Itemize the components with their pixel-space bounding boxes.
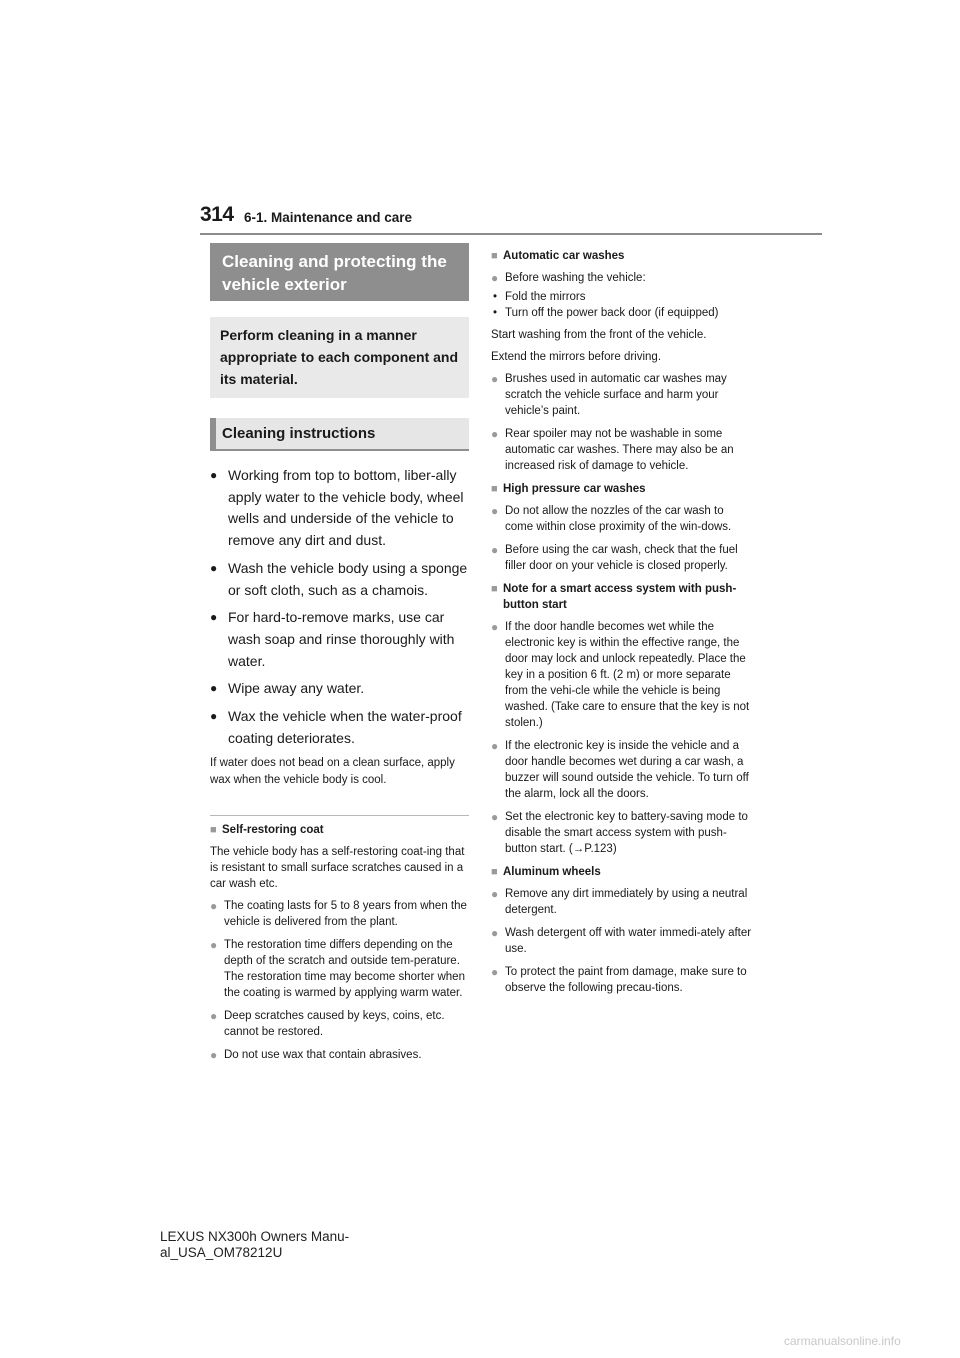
list-item: ● Before washing the vehicle: — [491, 271, 646, 285]
left-column — [210, 243, 469, 1070]
circle-bullet-icon: ● — [210, 899, 218, 914]
list-item: ● Wipe away any water. — [210, 678, 469, 700]
list-item: ● Wash the vehicle body using a sponge or soft cloth, such as a chamois. — [210, 559, 468, 598]
square-bullet-icon: ■ — [491, 583, 498, 595]
list-item: ● The coating lasts for 5 to 8 years from when the vehicle is delivered from the plant. — [210, 899, 467, 929]
divider — [210, 815, 469, 816]
square-bullet-icon: ■ — [210, 824, 217, 837]
list-item: ● To protect the paint from damage, make sure to observe the following precau-tions. — [491, 965, 747, 994]
circle-bullet-icon: ● — [491, 887, 499, 901]
right-column — [491, 244, 753, 1003]
paragraph: Start washing from the front of the vehicle. — [491, 329, 707, 341]
list-item: ● If the electronic key is inside the vehicle and a door handle becomes wet during a car wash, a buzzer will sound outside the vehicle. To turn off the alarm, lock all the doors. — [491, 739, 749, 800]
circle-bullet-icon: ● — [491, 739, 499, 753]
heading-aluminum-wheels: ■ Aluminum wheels — [491, 866, 601, 878]
circle-bullet-icon: ● — [491, 926, 499, 940]
bullet-icon: ● — [210, 610, 218, 625]
section-title: 6-1. Maintenance and care — [244, 210, 413, 225]
cleaning-steps-list — [210, 465, 469, 749]
list-item: ● Wash detergent off with water immedi-ately after use. — [491, 926, 752, 955]
circle-bullet-icon: ● — [491, 372, 499, 386]
self-restoring-text: The vehicle body has a self-restoring coat-ing that is resistant to small surface scratches caused in a car wash etc. — [210, 846, 465, 891]
header-rule — [200, 233, 822, 235]
list-item: ● Before using the car wash, check that the fuel filler door on your vehicle is closed properly. — [491, 543, 738, 572]
footer-document-id: LEXUS NX300h Owners Manu-al_USA_OM78212U — [160, 1229, 350, 1260]
list-item: ● Working from top to bottom, liber-ally apply water to the vehicle body, wheel wells and underside of the vehicle to remove any dirt and dust. — [210, 467, 464, 549]
bullet-icon: ● — [210, 560, 218, 575]
circle-bullet-icon: ● — [491, 965, 499, 979]
list-item: ● The restoration time differs depending on the depth of the scratch and outside tem-perature. The restoration time may become shorter when the coating is warmed by applying warm water. — [210, 938, 465, 1000]
sub-list — [491, 289, 753, 321]
square-bullet-icon: ■ — [491, 866, 498, 878]
list-item: ● Wax the vehicle when the water-proof coating deteriorates. — [210, 708, 462, 746]
square-bullet-icon: ■ — [491, 483, 498, 495]
heading-smart-access-system: ■ Note for a smart access system with push-button start — [491, 583, 737, 611]
list-item: ● Do not allow the nozzles of the car wash to come within close proximity of the win-dows. — [491, 504, 732, 533]
circle-bullet-icon: ● — [491, 810, 499, 824]
page-title: Cleaning and protecting the vehicle exterior — [210, 243, 469, 301]
square-bullet-icon: ■ — [491, 250, 498, 262]
list-item: ● Brushes used in automatic car washes may scratch the vehicle surface and harm your vehicle’s paint. — [491, 372, 727, 417]
watermark: carmanualsonline.info — [784, 1334, 901, 1348]
heading-high-pressure-car-washes: ■ High pressure car washes — [491, 483, 646, 495]
bullet-icon: ● — [210, 681, 218, 696]
wax-note: If water does not bead on a clean surface, apply wax when the vehicle body is cool. — [210, 757, 455, 787]
sub-list-item: • Turn off the power back door (if equipped) — [493, 307, 719, 319]
circle-bullet-icon: ● — [210, 1009, 218, 1024]
list-item: ● Rear spoiler may not be washable in some automatic car washes. There may also be an increased risk of damage to vehicle. — [491, 427, 734, 472]
heading-self-restoring-coat: ■ Self-restoring coat — [210, 824, 324, 837]
paragraph: Extend the mirrors before driving. — [491, 351, 662, 363]
bullet-icon: ● — [210, 468, 218, 482]
list-item: ● If the door handle becomes wet while the electronic key is within the effective range, the door may lock and unlock repeatedly. Place the key in a position 6 ft. (2 m) or more separate from the vehi-cle while the vehicle is being washed. (Take care to ensure that the key is not stolen.) — [491, 620, 750, 729]
circle-bullet-icon: ● — [491, 271, 499, 285]
list-item: ● Remove any dirt immediately by using a neutral detergent. — [491, 887, 748, 916]
circle-bullet-icon: ● — [491, 427, 499, 441]
circle-bullet-icon: ● — [210, 1048, 218, 1063]
circle-bullet-icon: ● — [491, 620, 499, 634]
circle-bullet-icon: ● — [491, 543, 499, 557]
list-item: ● For hard-to-remove marks, use car wash soap and rinse thoroughly with water. — [210, 609, 455, 669]
list-item: ● Do not use wax that contain abrasives. — [210, 1048, 422, 1063]
bullet-icon: ● — [210, 709, 218, 724]
heading-automatic-car-washes: ■ Automatic car washes — [491, 250, 625, 262]
list-item: ● Deep scratches caused by keys, coins, etc. cannot be restored. — [210, 1009, 445, 1039]
list-item: ● Set the electronic key to battery-saving mode to disable the smart access system with push-button start. (→P.123) — [491, 810, 748, 855]
page-number: 314 — [200, 203, 234, 226]
sub-list-item: • Fold the mirrors — [493, 291, 586, 303]
circle-bullet-icon: ● — [491, 504, 499, 518]
circle-bullet-icon: ● — [210, 938, 218, 953]
intro-box: Perform cleaning in a manner appropriate to each component and its material. — [210, 317, 469, 398]
subheading-cleaning-instructions: Cleaning instructions — [210, 418, 469, 451]
